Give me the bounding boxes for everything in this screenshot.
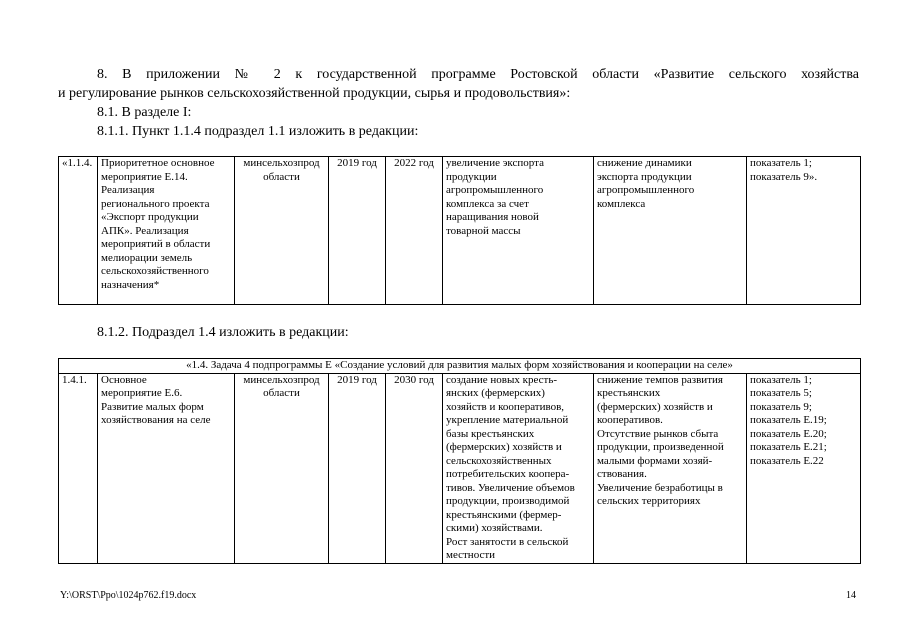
cell-name: Основное мероприятие Е.6. Развитие малых форм хозяйствования на селе [98,373,235,563]
cell-result: увеличение экспорта продукции агропромышленного комплекса за счет наращивания новой товарной массы [443,157,594,305]
cell-start-year: 2019 год [329,157,386,305]
table-header-row [59,359,861,374]
paragraph-8-1-2: 8.1.2. Подраздел 1.4 изложить в редакции: [97,325,349,340]
cell-consequences: снижение динамики экспорта продукции агропромышленного комплекса [594,157,747,305]
table-row [59,373,861,563]
cell-executor: минсельхозпрод области [235,157,329,305]
cell-end-year: 2022 год [386,157,443,305]
footer-file-path: Y:\ORST\Ppo\1024p762.f19.docx [60,590,197,601]
cell-result: создание новых кресть- янских (фермерских) хозяйств и кооперативов, укрепление материальной базы крестьянских (фермерских) хозяйств и сельскохозяйственных потребительских коопера- тивов. Увеличение объемов продукции, производимой крестьянскими (фермер- скими) хозяйствами. Рост занятости в сельской местности [443,373,594,563]
table-row [59,157,861,305]
cell-indicators: показатель 1; показатель 9». [747,157,861,305]
cell-executor: минсельхозпрод области [235,373,329,563]
cell-start-year: 2019 год [329,373,386,563]
paragraph-8-1-1: 8.1.1. Пункт 1.1.4 подраздел 1.1 изложить в редакции: [97,124,419,139]
paragraph-8-1: 8.1. В разделе I: [97,105,192,120]
cell-number: «1.1.4. [59,157,98,305]
cell-indicators: показатель 1; показатель 5; показатель 9; показатель Е.19; показатель Е.20; показатель Е.21; показатель Е.22 [747,373,861,563]
paragraph-8-line-1: 8. В приложении № 2 к государственной программе Ростовской области «Развитие сельского хозяйства [97,67,859,82]
table-1-4 [58,358,861,564]
cell-end-year: 2030 год [386,373,443,563]
cell-number: 1.4.1. [59,373,98,563]
cell-consequences: снижение темпов развития крестьянских (фермерских) хозяйств и кооперативов. Отсутствие рынков сбыта продукции, произведенной малыми формами хозяй- ствования. Увеличение безработицы в сельских территориях [594,373,747,563]
task-header: «1.4. Задача 4 подпрограммы Е «Создание условий для развития малых форм хозяйствования и кооперации на селе» [59,359,861,374]
footer-page-number: 14 [846,590,856,601]
paragraph-8-line-2: и регулирование рынков сельскохозяйственной продукции, сырья и продовольствия»: [58,86,571,101]
table-1-1-4 [58,156,861,305]
cell-name: Приоритетное основное мероприятие Е.14. Реализация регионального проекта «Экспорт продукции АПК». Реализация мероприятий в области мелиорации земель сельскохозяйственного назначения* [98,157,235,305]
